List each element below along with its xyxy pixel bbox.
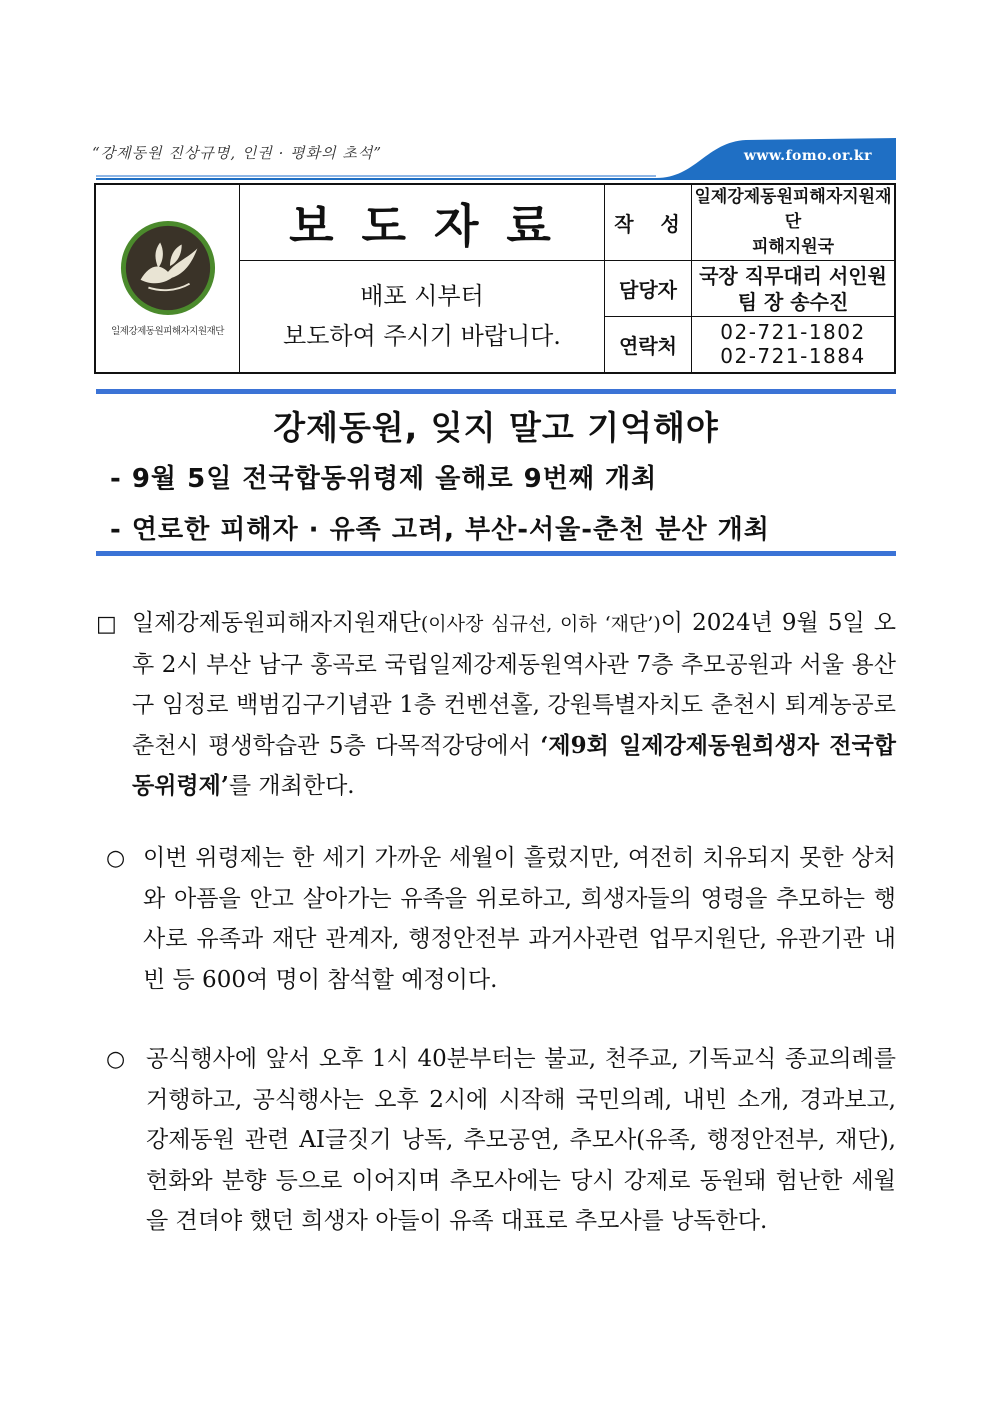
paragraph-3: 공식행사에 앞서 오후 1시 40분부터는 불교, 천주교, 기독교식 종교의례를 거행하고, 공식행사는 오후 2시에 시작해 국민의례, 내빈 소개, 경과보고, 강제동원 관련 AI글짓기 낭독, 추모공연, 추모사(유족, 행정안전부, 재단), 헌화와 분향 등으로 이어지며 추모사에는 당시 강제로 동원돼 험난한 세월을 견뎌야 했던 희생자 아들이 유족 대표로 추모사를 낭독한다. (146, 1046, 896, 1234)
embargo-line-2: 보도하여 주시기 바랍니다. (283, 322, 561, 351)
headline-rule-bottom (96, 551, 896, 556)
contact-label: 연락처 (605, 317, 692, 373)
press-info-table (94, 183, 896, 374)
phone-1[interactable]: 02-721-1802 (720, 320, 866, 345)
press-release-title: 보도자료 (240, 184, 605, 261)
manager-line-2: 팀 장 송수진 (737, 289, 849, 314)
foundation-logo-icon (119, 219, 217, 317)
p1-end: 를 개최한다. (228, 773, 355, 799)
paragraph-1 (132, 603, 896, 807)
author-dept: 피해지원국 (751, 237, 835, 257)
p1-org: 일제강제동원피해자지원재단 (132, 610, 421, 636)
logo-cell (95, 184, 240, 373)
paragraph-2: 이번 위령제는 한 세기 가까운 세월이 흘렀지만, 여전히 치유되지 못한 상처와 아픔을 안고 살아가는 유족을 위로하고, 희생자들의 영령을 추모하는 행사로 유족과 재단 관계자, 행정안전부 과거사관련 업무지원단, 유관기관 내빈 등 600여 명이 참석할 예정이다. (143, 845, 896, 993)
square-bullet-icon: □ (96, 612, 117, 637)
circle-bullet-icon: ○ (106, 1047, 126, 1072)
author-value (692, 184, 896, 261)
manager-line-1: 국장 직무대리 서인원 (699, 263, 887, 288)
slogan: “강제동원 진상규명, 인권 · 평화의 초석” (92, 144, 383, 162)
author-org: 일제강제동원피해자지원재단 (694, 187, 892, 232)
manager-value (692, 261, 896, 317)
embargo-notice (240, 261, 605, 373)
headline-rule-top (96, 389, 896, 394)
headline-sub-2: - 연로한 피해자 · 유족 고려, 부산-서울-춘천 분산 개최 (110, 515, 770, 545)
contact-value (692, 317, 896, 373)
circle-bullet-icon: ○ (106, 846, 126, 871)
headline-title: 강제동원, 잊지 말고 기억해야 (273, 408, 719, 447)
logo-label: 일제강제동원피해자지원재단 (111, 326, 224, 338)
p1-event-name: ‘제9회 일제강제동원희생자 전국합동위령제’ (132, 731, 896, 799)
phone-2[interactable]: 02-721-1884 (720, 344, 866, 369)
headline-sub-1: - 9월 5일 전국합동위령제 올해로 9번째 개최 (110, 464, 658, 494)
manager-label: 담당자 (605, 261, 692, 317)
p1-body: 이 2024년 9월 5일 오후 2시 부산 남구 홍곡로 국립일제강제동원역사관 7층 추모공원과 서울 용산구 임정로 백범김구기념관 1층 컨벤션홀, 강원특별자치도 춘천시 퇴계농공로 춘천시 평생학습관 5층 다목적강당에서 (132, 610, 896, 759)
p1-aside: (이사장 심규선, 이하 ‘재단’) (420, 613, 661, 635)
author-label: 작 성 (605, 184, 692, 261)
embargo-line-1: 배포 시부터 (360, 282, 484, 311)
website-url[interactable]: www.fomo.or.kr (743, 148, 872, 164)
